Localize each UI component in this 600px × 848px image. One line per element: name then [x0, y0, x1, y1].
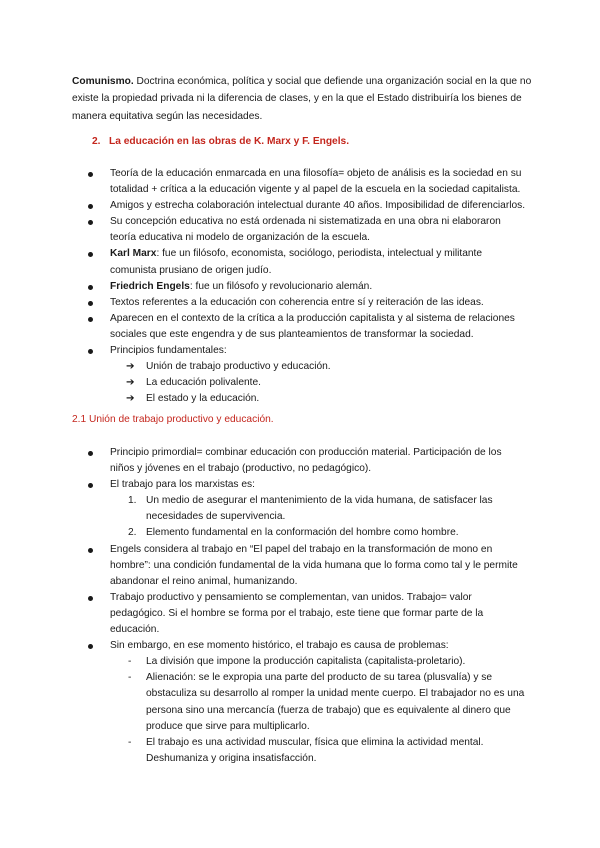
work-definition-list [110, 493, 528, 541]
list-item: ➔ El estado y la educación. [110, 391, 528, 407]
list-item: Trabajo productivo y pensamiento se complementan, van unidos. Trabajo= valor pedagógico. Si el hombre se forma por el trabajo, este tiene que formar parte de la educación. [0, 590, 528, 638]
list-item: Karl Marx: fue un filósofo, economista, sociólogo, periodista, intelectual y militante comunista prusiano de origen judío. [0, 246, 528, 278]
dash-icon: - [128, 736, 132, 748]
arrow-right-icon: ➔ [126, 377, 135, 389]
list-item: Aparecen en el contexto de la crítica a la producción capitalista y al sistema de relaciones sociales que este engendra y de sus planteamientos de transformar la sociedad. [0, 311, 528, 343]
list-item: Principio primordial= combinar educación con producción material. Participación de los niños y jóvenes en el trabajo (productivo, no pedagógico). [0, 445, 528, 477]
dash-icon: - [128, 672, 132, 684]
bullet-icon [88, 252, 93, 257]
bullet-icon [88, 483, 93, 488]
list-item: Su concepción educativa no está ordenada ni sistematizada en una obra ni elaboraron teoría educativa ni modelo de organización de la escuela. [0, 214, 528, 246]
section-2-bullet-list [0, 166, 600, 407]
list-item: - La división que impone la producción capitalista (capitalista-proletario). [110, 654, 528, 670]
intro-text: Doctrina económica, política y social que defiende una organización social en la que no existe la propiedad privada ni la diferencia de clases, y en la que el Estado distribuiría los bienes de manera equitativa según las necesidades. [72, 76, 532, 122]
list-item: Sin embargo, en ese momento histórico, el trabajo es causa de problemas: - La división que impone la producción capitalista (capitalista-proletario). - Alienación: se le expropia una parte del producto de su tarea (plusvalía) y se obstaculiza su desarrollo al romper la unidad mente cuerpo. El trabajador no es una persona sino una mercancía (fuerza de trabajo) que es equivalente al dinero que produce que sirve para multiplicarlo. - El trabajo es una actividad muscular, física que elimina la actividad mental. Deshumaniza y origina insatisfacción. [0, 638, 528, 767]
intro-term: Comunismo. [72, 76, 134, 87]
list-item: Textos referentes a la educación con coherencia entre sí y reiteración de las ideas. [0, 295, 528, 311]
section-2-1-heading: 2.1 Unión de trabajo productivo y educación. [72, 414, 274, 425]
arrow-right-icon: ➔ [126, 361, 135, 373]
bullet-icon [88, 220, 93, 225]
bullet-icon [88, 172, 93, 177]
arrow-right-icon: ➔ [126, 393, 135, 405]
bullet-icon [88, 596, 93, 601]
list-item: ➔ Unión de trabajo productivo y educación. [110, 359, 528, 375]
section-2-1-bullet-list [0, 445, 600, 767]
bullet-icon [88, 204, 93, 209]
bullet-icon [88, 451, 93, 456]
section-2-number: 2. [92, 136, 101, 147]
list-item: Teoría de la educación enmarcada en una filosofía= objeto de análisis es la sociedad en su totalidad + crítica a la educación vigente y al papel de la escuela en la sociedad capitalista. [0, 166, 528, 198]
list-item: Amigos y estrecha colaboración intelectual durante 40 años. Imposibilidad de diferenciarlos. [0, 198, 528, 214]
dash-icon: - [128, 656, 132, 668]
bullet-icon [88, 301, 93, 306]
bullet-icon [88, 317, 93, 322]
list-item: 1. Un medio de asegurar el mantenimiento de la vida humana, de satisfacer las necesidades de supervivencia. [128, 495, 493, 523]
list-item: Principios fundamentales: ➔ Unión de trabajo productivo y educación. ➔ La educación polivalente. ➔ El estado y la educación. [0, 343, 528, 407]
intro-paragraph [72, 73, 534, 125]
list-item: Engels considera al trabajo en “El papel del trabajo en la transformación de mono en hombre”: una condición fundamental de la vida humana que lo forma como tal y le permite abandonar el reino animal, humanizando. [0, 542, 528, 590]
section-2-title: La educación en las obras de K. Marx y F. Engels. [109, 136, 350, 147]
bullet-icon [88, 548, 93, 553]
list-item: - El trabajo es una actividad muscular, física que elimina la actividad mental. Deshumaniza y origina insatisfacción. [128, 736, 484, 764]
list-item: ➔ La educación polivalente. [110, 375, 528, 391]
principles-sublist [110, 359, 528, 407]
problems-sublist [110, 654, 528, 767]
bullet-icon [88, 644, 93, 649]
list-item: Friedrich Engels: fue un filósofo y revolucionario alemán. [0, 279, 528, 295]
name-friedrich-engels: Friedrich Engels [110, 280, 190, 292]
name-karl-marx: Karl Marx [110, 248, 157, 260]
list-item: 2. Elemento fundamental en la conformación del hombre como hombre. [128, 527, 459, 539]
bullet-icon [88, 349, 93, 354]
section-2-heading [92, 136, 349, 147]
list-item: - Alienación: se le expropia una parte del producto de su tarea (plusvalía) y se obstaculiza su desarrollo al romper la unidad mente cuerpo. El trabajador no es una persona sino una mercancía (fuerza de trabajo) que es equivalente al dinero que produce que sirve para multiplicarlo. [128, 672, 525, 732]
bullet-icon [88, 285, 93, 290]
list-item: El trabajo para los marxistas es: 1. Un medio de asegurar el mantenimiento de la vida humana, de satisfacer las necesidades de supervivencia. 2. Elemento fundamental en la conformación del hombre como hombre. [0, 477, 528, 541]
